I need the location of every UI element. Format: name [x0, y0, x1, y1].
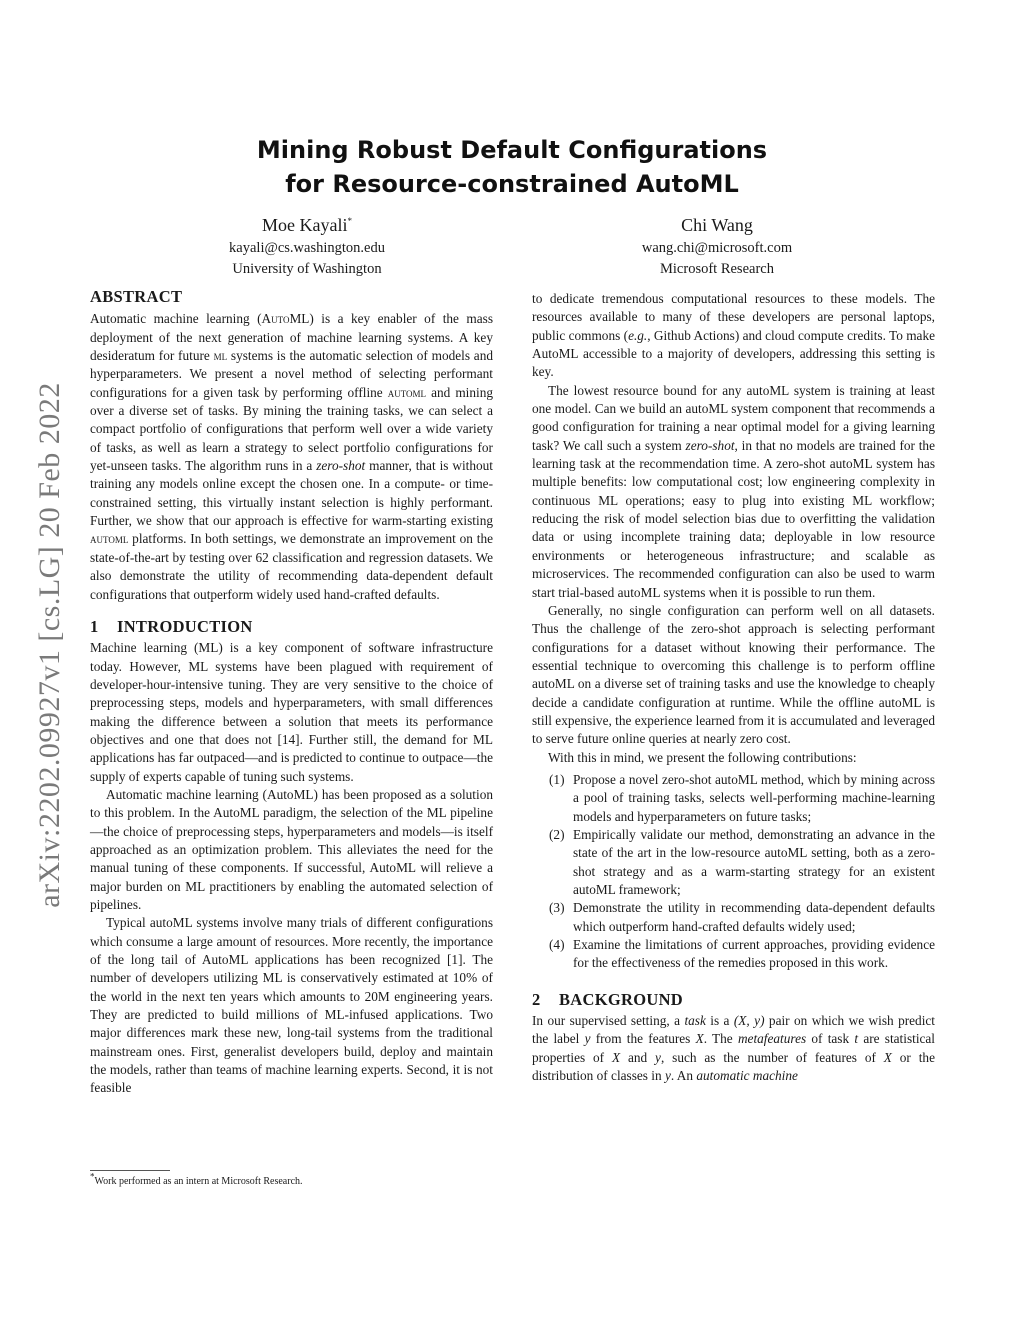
author-email[interactable]: kayali@cs.washington.edu — [229, 240, 385, 256]
arxiv-identifier — [28, 340, 72, 950]
abstract-text: Automatic machine learning (AutoML) is a key enabler of the mass deployment of the next generation of machine learning systems. A key desideratum for future ml systems is the automatic selection of models and hyperparameters. We present a novel method of selecting performant configurations for a given task by performing offline automl and mining over a diverse set of tasks. By mining the training tasks, we can select a compact portfolio of configurations that perform well over a wide variety of tasks, as well as learn a strategy to select portfolio configurations for yet-unseen tasks. The algorithm runs in a zero-shot manner, that is without training any models online except the chosen one. In a compute- or time-constrained setting, this virtually instant selection is highly performant. Further, we show that our approach is effective for warm-starting existing automl platforms. In both settings, we demonstrate an improvement on the state-of-the-art by testing over 62 classification and regression datasets. We also demonstrate the utility of recommending data-dependent default configurations that outperform widely used hand-crafted defaults. — [90, 311, 493, 602]
intro-paragraph: The lowest resource bound for any autoML system is training at least one model. Can we build an autoML system component that recommends a good configuration for training a near optimal model for a giving learning task? We call such a system zero-shot, in that no models are trained for the learning task at the recommendation time. A zero-shot autoML system has multiple benefits: low computational cost; low engineering complexity in continuous ML operations; easy to plug into existing ML workflow; reducing the risk of model selection bias due to overfitting the validation data or using incomplete training data; deployable in low resource environments or heterogeneous infrastructure; and scalable as microservices. The recommended configuration can also be used to warm start trial-based autoML systems when it is possible to run them. — [532, 382, 935, 600]
background-paragraph: In our supervised setting, a task is a (X, y) pair on which we wish predict the label y from the features X. The metafeatures of task t are statistical properties of X and y, such as the number of features of X or the distribution of classes in y. An automatic machine — [532, 1013, 936, 1084]
author-name: Moe Kayali* — [262, 215, 352, 235]
intro-paragraph: With this in mind, we present the following contributions: — [548, 749, 857, 765]
intro-paragraph: Typical autoML systems involve many trials of different configurations which consume a large amount of resources. More recently, the importance of the long tail of AutoML applications has been recognized [1]. The number of developers utilizing ML is conservatively estimated at 10% of the world in the next ten years which amounts to 20M engineering years. They are predicted to build millions of ML-infused applications. Two major differences mark these new, long-tail systems from the traditional mainstream ones. First, generalist developers build, deploy and maintain the models, rather than teams of machine learning experts. Second, it is not feasible — [90, 915, 493, 1096]
author-footnote-mark: * — [347, 216, 352, 226]
right-column — [532, 290, 935, 1085]
list-item: (4) Examine the limitations of current approaches, providing evidence for the effectiveness of the remedies proposed in this work. — [549, 937, 935, 971]
list-item: (2) Empirically validate our method, demonstrating an advance in the state of the art in the low-resource autoML setting, both as a zero-shot strategy and as a warm-starting strategy for an existent autoML framework; — [549, 826, 935, 897]
list-item: (3) Demonstrate the utility in recommending data-dependent defaults which outperform hand-crafted defaults widely used; — [549, 900, 935, 934]
intro-paragraph: Automatic machine learning (AutoML) has been proposed as a solution to this problem. In the AutoML paradigm, the selection of the ML pipeline—the choice of preprocessing steps, hyperparameters and models—is itself approached as an optimization problem. This alleviates the need for the manual tuning of these components. If successful, AutoML will relieve a major burden on ML practitioners by enabling the automated selection of pipelines. — [90, 786, 493, 912]
author-block-1 — [176, 212, 438, 280]
author-email[interactable]: wang.chi@microsoft.com — [641, 240, 793, 256]
author-name: Chi Wang — [681, 215, 753, 235]
footnote-divider — [90, 1170, 170, 1171]
arxiv-identifier-text: arXiv:2202.09927v1 [cs.LG] 20 Feb 2022 — [33, 382, 66, 908]
intro-paragraph: to dedicate tremendous computational resources to these models. The resources available to many of these developers are personal laptops, public commons (e.g., Github Actions) and cloud compute credits. To make AutoML accessible to a majority of developers, addressing this setting is key. — [532, 291, 935, 380]
paper-title — [160, 133, 864, 201]
list-item: (1) Propose a novel zero-shot autoML method, which by mining across a pool of training tasks, selects well-performing machine-learning models and hyperparameters on future tasks; — [549, 771, 935, 824]
title-line-2: for Resource-constrained AutoML — [285, 170, 739, 198]
section-heading-background: 2 BACKGROUND — [532, 989, 684, 1009]
left-column — [90, 288, 493, 1098]
author-block-2 — [586, 212, 848, 280]
author-affiliation: Microsoft Research — [660, 261, 774, 277]
section-heading-introduction: 1 INTRODUCTION — [90, 616, 253, 636]
author-affiliation: University of Washington — [232, 261, 382, 277]
title-line-1: Mining Robust Default Configurations — [256, 136, 768, 164]
footnote: *Work performed as an intern at Microsoft Research. — [90, 1171, 303, 1187]
contributions-list — [532, 771, 935, 973]
abstract-heading: ABSTRACT — [90, 287, 183, 306]
intro-paragraph: Generally, no single configuration can perform well on all datasets. Thus the challenge of the zero-shot approach is selecting performant configurations for a dataset without knowing their performance. The essential technique to overcoming this challenge is to perform offline autoML on a diverse set of training tasks and use the knowledge to cheaply decide a candidate configuration at runtime. While the offline autoML is still expensive, the experience learned from it is accumulated and leveraged to serve future online queries at nearly zero cost. — [532, 602, 935, 747]
intro-paragraph: Machine learning (ML) is a key component of software infrastructure today. However, ML systems have been plagued with requirement of developer-hour-intensive tuning. They are very sensitive to the choice of preprocessing steps, models and hyperparameters, with small differences making the difference between a solution that meets its performance objectives and one that does not [14]. Further still, the demand for ML applications has far outpaced—and is predicted to continue to outpace—the supply of experts capable of tuning such systems. — [90, 640, 493, 784]
